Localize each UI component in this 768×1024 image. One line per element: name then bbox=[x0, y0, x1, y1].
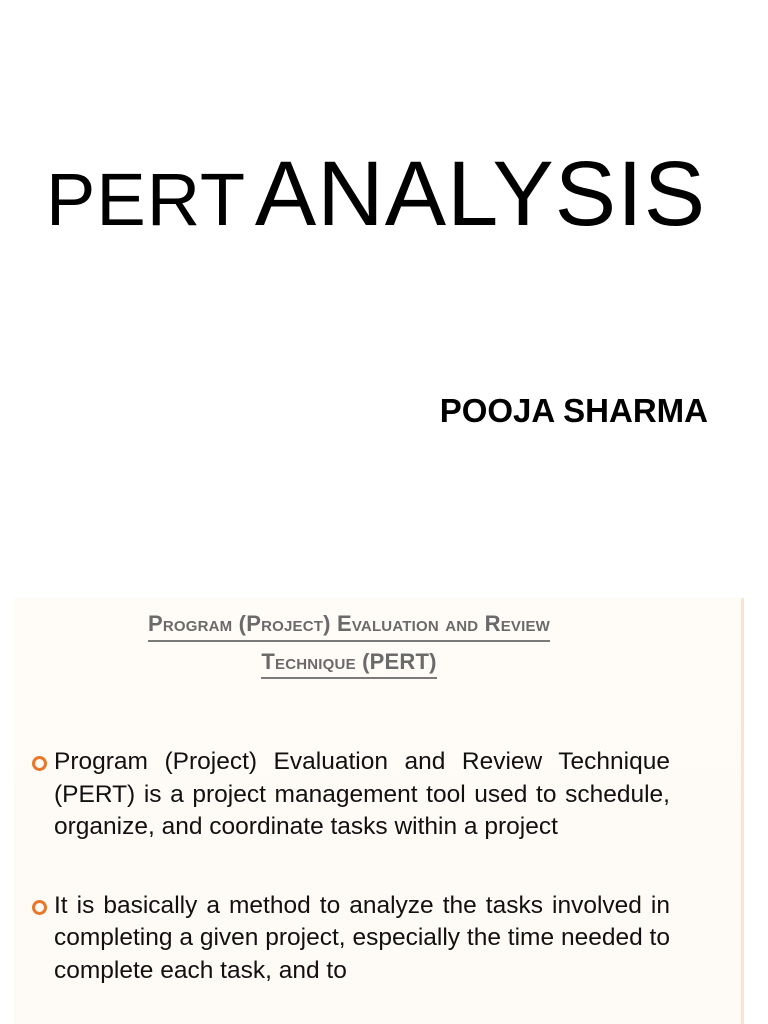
author-name: POOJA SHARMA bbox=[439, 392, 708, 429]
slide-heading bbox=[14, 610, 684, 679]
circle-bullet-icon bbox=[32, 756, 47, 771]
slide-heading-line-1: Program (Project) Evaluation and Review bbox=[148, 610, 550, 642]
bullet-item bbox=[30, 890, 670, 988]
title-word-pert: PERT bbox=[46, 158, 247, 241]
bullet-text: It is basically a method to analyze the tasks involved in completing a given project, especially the time needed to complete each task, and to bbox=[54, 891, 670, 984]
title-word-analysis: ANALYSIS bbox=[254, 143, 707, 245]
content-slide bbox=[14, 598, 744, 1024]
bullet-text: Program (Project) Evaluation and Review Technique (PERT) is a project management tool used to schedule, organize, and coordinate tasks within a project bbox=[54, 748, 670, 840]
circle-bullet-icon bbox=[32, 900, 47, 915]
slide-heading-line-2: Technique (PERT) bbox=[261, 648, 436, 680]
bullet-list bbox=[30, 746, 670, 1024]
bullet-item bbox=[30, 746, 670, 844]
main-title bbox=[46, 143, 707, 245]
